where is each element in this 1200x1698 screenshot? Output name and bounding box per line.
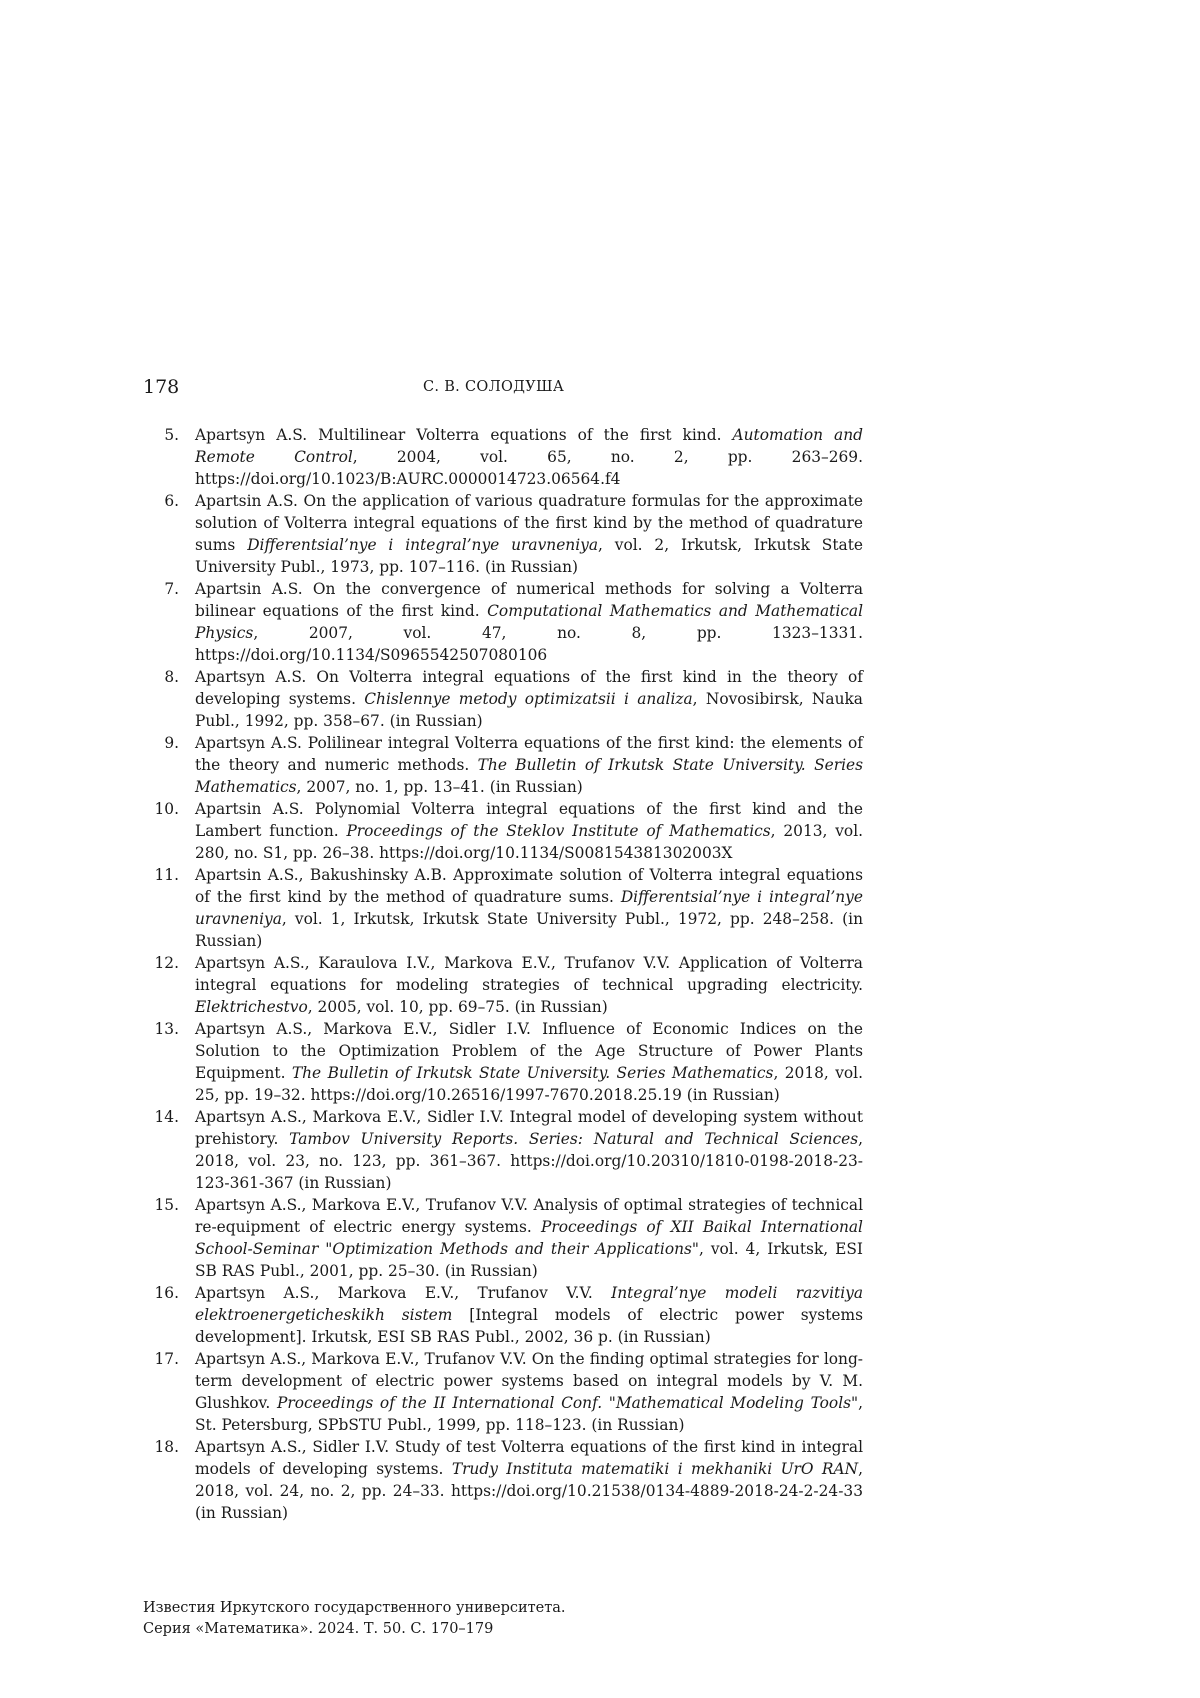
reference-number: 15. (154, 1196, 179, 1214)
reference-item (143, 732, 863, 798)
reference-details: , St. Petersburg, SPbSTU Publ., 1999, pp. 118–123. (in Russian) (195, 1394, 863, 1434)
reference-number: 8. (164, 668, 179, 686)
journal-footer (143, 1598, 566, 1640)
reference-details: , vol. 4, Irkutsk, ESI SB RAS Publ., 2001, pp. 25–30. (in Russian) (195, 1240, 863, 1280)
footer-issue-info: Серия «Математика». 2024. Т. 50. С. 170–179 (143, 1621, 494, 1637)
reference-item (143, 952, 863, 1018)
reference-item (143, 424, 863, 490)
reference-item (143, 1194, 863, 1282)
reference-source: Elektrichestvo (195, 998, 308, 1016)
reference-number: 12. (154, 954, 179, 972)
reference-details: , Novosibirsk, Nauka Publ., 1992, pp. 358–67. (in Russian) (195, 690, 863, 730)
reference-number: 16. (154, 1284, 179, 1302)
reference-source: Proceedings of the II International Conf. "Mathematical Modeling Tools" (276, 1394, 859, 1412)
reference-number: 10. (154, 800, 179, 818)
page-number: 178 (143, 376, 180, 398)
reference-item (143, 666, 863, 732)
reference-details: , 2018, vol. 25, pp. 19–32. https://doi.org/10.26516/1997-7670.2018.25.19 (in Russian) (195, 1064, 863, 1104)
reference-details: , 2004, vol. 65, no. 2, pp. 263–269. https://doi.org/10.1023/B:AURC.0000014723.06564.f4 (195, 448, 863, 488)
reference-authors-title: Apartsyn A.S. Multilinear Volterra equations of the first kind. (195, 426, 733, 444)
reference-item (143, 1018, 863, 1106)
reference-details: , 2005, vol. 10, pp. 69–75. (in Russian) (307, 998, 608, 1016)
reference-number: 13. (154, 1020, 179, 1038)
reference-source: Automation and Remote Control (195, 426, 863, 466)
page-header (143, 376, 863, 402)
reference-number: 5. (164, 426, 179, 444)
reference-authors-title: Apartsin A.S. On the convergence of numerical methods for solving a Volterra bilinear equations of the first kind. (195, 580, 863, 620)
reference-number: 11. (154, 866, 179, 884)
reference-authors-title: Apartsin A.S., Bakushinsky A.B. Approximate solution of Volterra integral equations of the first kind by the method of quadrature sums. (195, 866, 863, 906)
reference-source: Chislennye metody optimizatsii i analiza (364, 690, 693, 708)
footer-journal-title: Известия Иркутского государственного университета. (143, 1600, 566, 1616)
reference-number: 18. (154, 1438, 179, 1456)
reference-source: Differentsial’nye i integral’nye uravneniya (247, 536, 599, 554)
reference-authors-title: Apartsyn A.S., Sidler I.V. Study of test Volterra equations of the first kind in integral models of developing systems. (195, 1438, 863, 1478)
reference-source: Differentsial’nye i integral’nye uravneniya (195, 888, 863, 928)
reference-item (143, 490, 863, 578)
reference-authors-title: Apartsin A.S. On the application of various quadrature formulas for the approximate solution of Volterra integral equations of the first kind by the method of quadrature sums (195, 492, 863, 554)
reference-authors-title: Apartsin A.S. Polynomial Volterra integral equations of the first kind and the Lambert function. (195, 800, 863, 840)
reference-source: Trudy Instituta matematiki i mekhaniki UrO RAN (451, 1460, 859, 1478)
reference-details: , vol. 2, Irkutsk, Irkutsk State University Publ., 1973, pp. 107–116. (in Russian) (195, 536, 863, 576)
reference-authors-title: Apartsyn A.S., Markova E.V., Sidler I.V. Influence of Economic Indices on the Solution to the Optimization Problem of the Age Structure of Power Plants Equipment. (195, 1020, 863, 1082)
reference-number: 6. (164, 492, 179, 510)
reference-source: Computational Mathematics and Mathematical Physics (195, 602, 863, 642)
running-head-author: С. В. СОЛОДУША (423, 379, 565, 395)
reference-number: 14. (154, 1108, 179, 1126)
reference-item (143, 1106, 863, 1194)
reference-source: The Bulletin of Irkutsk State University. Series Mathematics (195, 756, 864, 796)
reference-details: [Integral models of electric power systems development]. Irkutsk, ESI SB RAS Publ., 2002, 36 p. (in Russian) (195, 1306, 863, 1346)
reference-item (143, 798, 863, 864)
reference-source: Tambov University Reports. Series: Natural and Technical Sciences (289, 1130, 859, 1148)
reference-item (143, 864, 863, 952)
reference-source: Proceedings of XII Baikal International School-Seminar "Optimization Methods and their Applications" (195, 1218, 863, 1258)
reference-number: 7. (164, 580, 179, 598)
reference-authors-title: Apartsyn A.S., Markova E.V., Trufanov V.V. Analysis of optimal strategies of technical re-equipment of electric energy systems. (195, 1196, 863, 1236)
reference-authors-title: Apartsyn A.S., Markova E.V., Sidler I.V. Integral model of developing system without prehistory. (195, 1108, 863, 1148)
reference-authors-title: Apartsyn A.S. Polilinear integral Volterra equations of the first kind: the elements of the theory and numeric methods. (195, 734, 863, 774)
reference-item (143, 1348, 863, 1436)
reference-details: , 2007, no. 1, pp. 13–41. (in Russian) (296, 778, 583, 796)
reference-source: Proceedings of the Steklov Institute of Mathematics (346, 822, 771, 840)
reference-authors-title: Apartsyn A.S., Markova E.V., Trufanov V.V. (195, 1284, 612, 1302)
reference-details: , 2013, vol. 280, no. S1, pp. 26–38. https://doi.org/10.1134/S008154381302003X (195, 822, 864, 862)
reference-authors-title: Apartsyn A.S. On Volterra integral equations of the first kind in the theory of developing systems. (195, 668, 863, 708)
reference-details: , 2007, vol. 47, no. 8, pp. 1323–1331. https://doi.org/10.1134/S0965542507080106 (195, 624, 863, 664)
reference-item (143, 578, 863, 666)
reference-details: , vol. 1, Irkutsk, Irkutsk State University Publ., 1972, pp. 248–258. (in Russian) (195, 910, 863, 950)
reference-authors-title: Apartsyn A.S., Karaulova I.V., Markova E.V., Trufanov V.V. Application of Volterra integral equations for modeling strategies of technical upgrading electricity. (195, 954, 863, 994)
reference-number: 17. (154, 1350, 179, 1368)
reference-details: , 2018, vol. 24, no. 2, pp. 24–33. https://doi.org/10.21538/0134-4889-2018-24-2-24-33 (in Russian) (195, 1460, 863, 1522)
reference-item (143, 1436, 863, 1524)
reference-item (143, 1282, 863, 1348)
reference-number: 9. (164, 734, 179, 752)
reference-source: Integral’nye modeli razvitiya elektroenergeticheskikh sistem (195, 1284, 864, 1324)
reference-details: , 2018, vol. 23, no. 123, pp. 361–367. https://doi.org/10.20310/1810-0198-2018-23-123-361-367 (in Russian) (195, 1130, 863, 1192)
reference-list (143, 424, 863, 1524)
reference-source: The Bulletin of Irkutsk State University. Series Mathematics (291, 1064, 774, 1082)
reference-authors-title: Apartsyn A.S., Markova E.V., Trufanov V.V. On the finding optimal strategies for long-term development of electric power systems based on integral models by V. M. Glushkov. (195, 1350, 863, 1412)
